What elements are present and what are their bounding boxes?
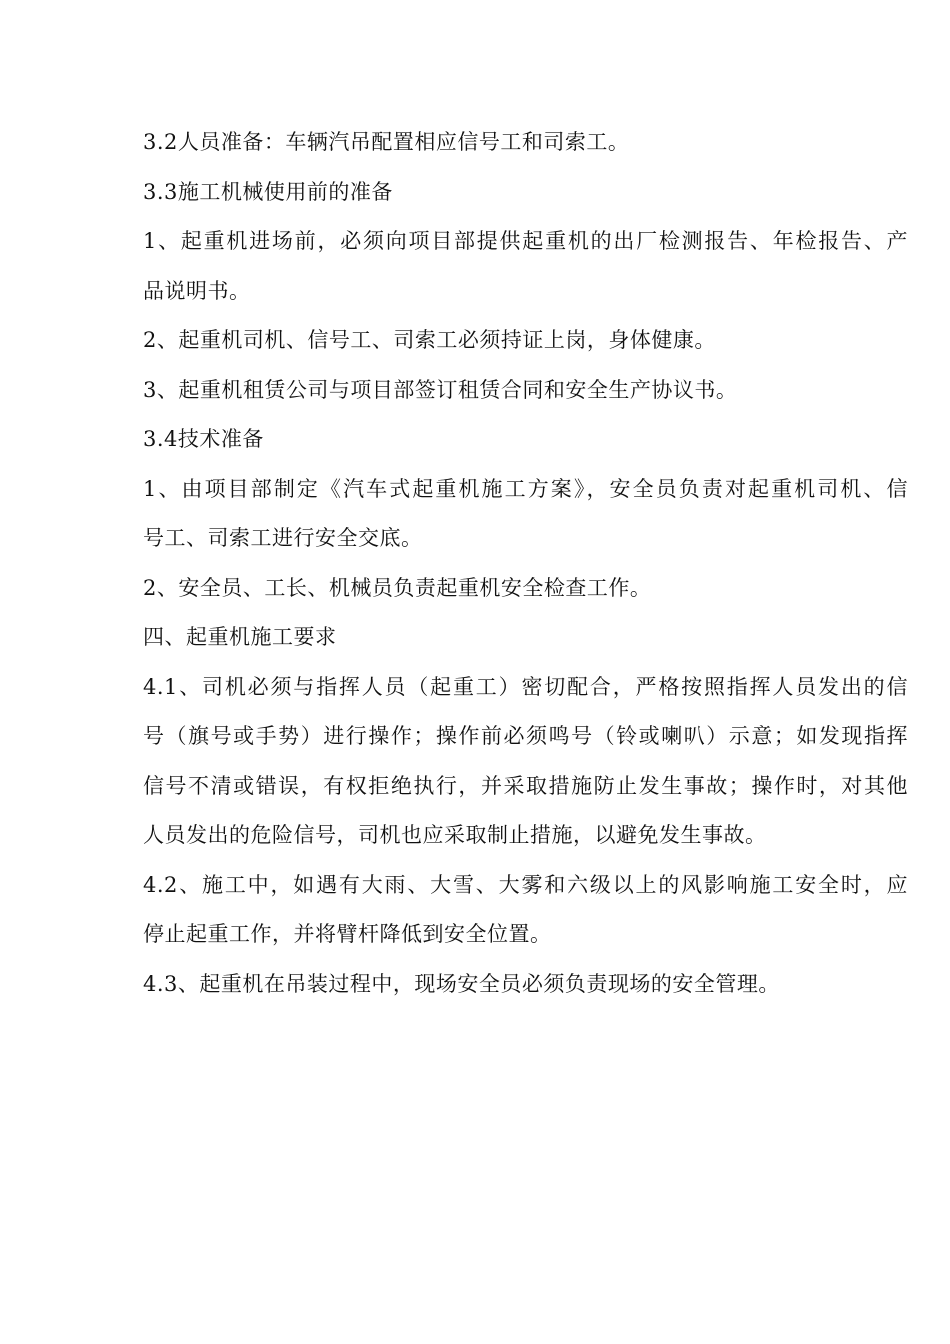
document-body <box>143 118 908 1009</box>
text-line-leasing-contract: 3、起重机租赁公司与项目部签订租赁合同和安全生产协议书。 <box>143 377 738 402</box>
text-line-safety-inspection: 2、安全员、工长、机械员负责起重机安全检查工作。 <box>143 575 652 600</box>
text-line-technical-prep-heading: 3.4技术准备 <box>143 427 264 451</box>
text-line-certified-staff: 2、起重机司机、信号工、司索工必须持证上岗，身体健康。 <box>143 328 716 352</box>
section-heading-crane-requirements: 四、起重机施工要求 <box>143 625 337 649</box>
text-line-weather-stop-2: 停止起重工作，并将臂杆降低到安全位置。 <box>143 922 552 946</box>
text-line-machinery-prep-heading: 3.3施工机械使用前的准备 <box>143 179 393 204</box>
text-line-lifting-safety-management: 4.3、起重机在吊装过程中，现场安全员必须负责现场的安全管理。 <box>143 971 780 996</box>
text-line-operator-coordination-2: 号（旗号或手势）进行操作；操作前必须鸣号（铃或喇叭）示意；如发现指挥 <box>143 724 908 748</box>
text-line-weather-stop-1: 4.2、施工中，如遇有大雨、大雪、大雾和六级以上的风影响施工安全时，应 <box>143 872 908 897</box>
text-line-construction-plan-1: 1、由项目部制定《汽车式起重机施工方案》，安全员负责对起重机司机、信 <box>143 476 908 501</box>
text-line-operator-coordination-3: 信号不清或错误，有权拒绝执行，并采取措施防止发生事故；操作时，对其他 <box>143 773 908 798</box>
text-line-operator-coordination-4: 人员发出的危险信号，司机也应采取制止措施，以避免发生事故。 <box>143 823 767 847</box>
text-line-crane-entry-2: 品说明书。 <box>143 278 251 303</box>
text-line-crane-entry-1: 1、起重机进场前，必须向项目部提供起重机的出厂检测报告、年检报告、产 <box>143 229 908 253</box>
text-line-construction-plan-2: 号工、司索工进行安全交底。 <box>143 526 423 550</box>
text-line-personnel-prep: 3.2人员准备：车辆汽吊配置相应信号工和司索工。 <box>143 130 630 154</box>
text-line-operator-coordination-1: 4.1、司机必须与指挥人员（起重工）密切配合，严格按照指挥人员发出的信 <box>143 674 908 699</box>
